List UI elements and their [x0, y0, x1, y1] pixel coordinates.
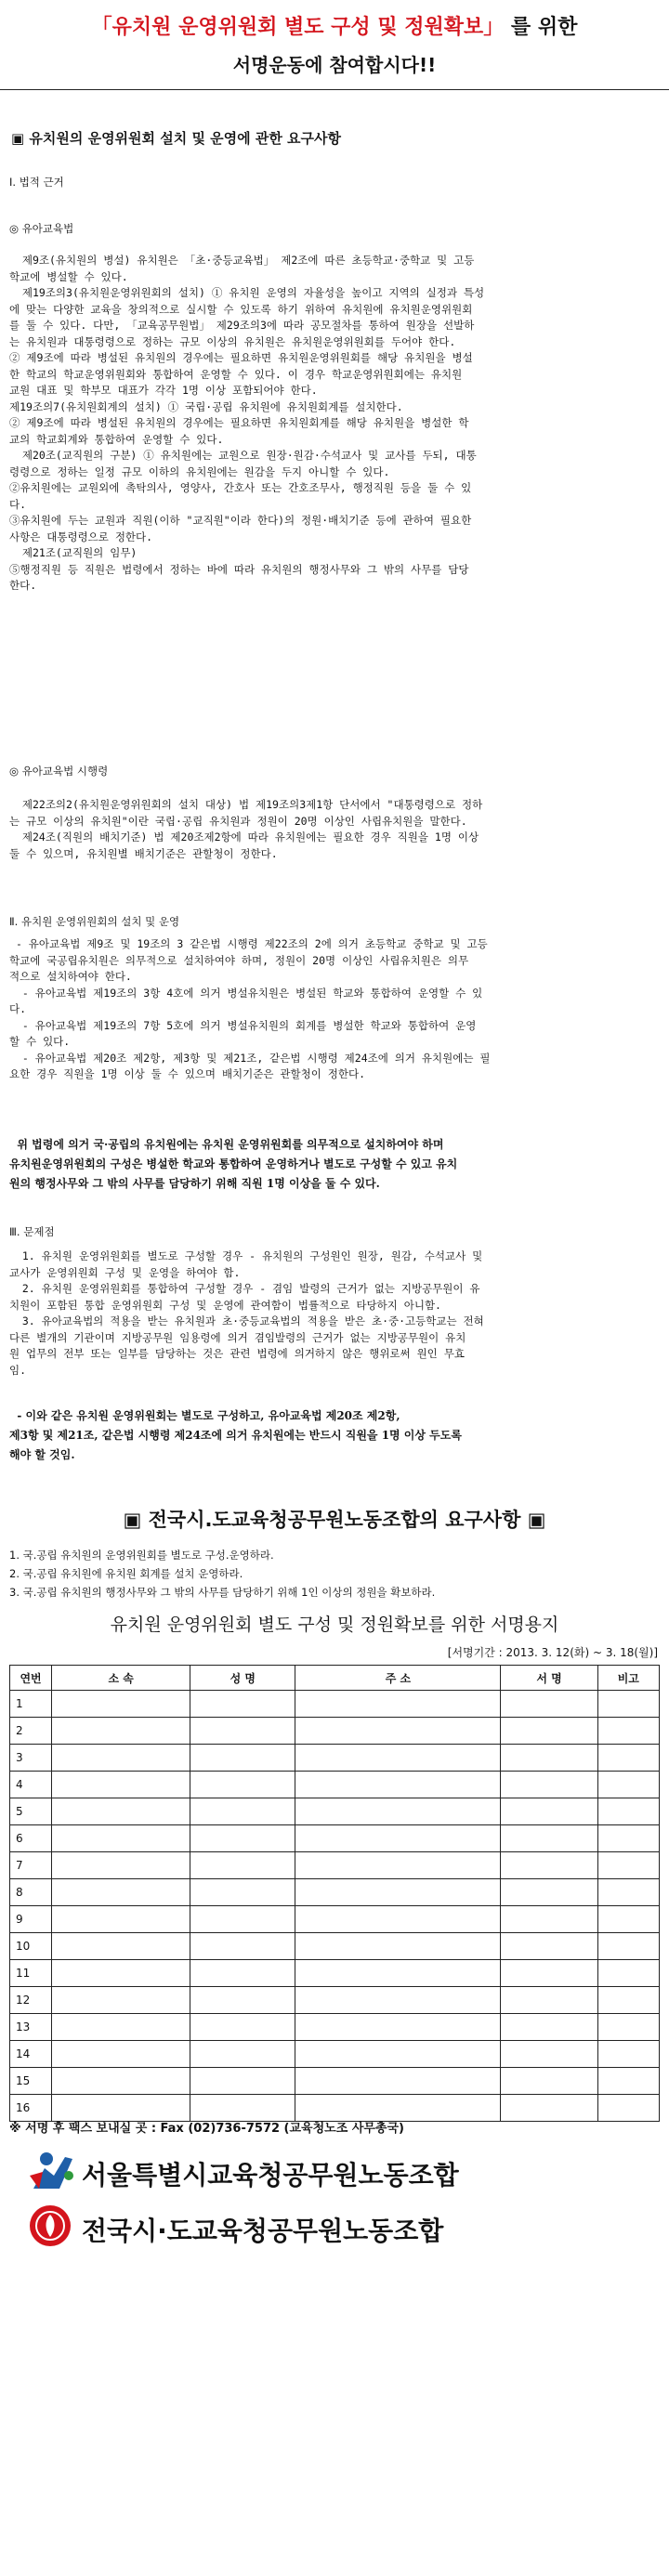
blank-cell — [52, 2068, 190, 2095]
law-body-early-education-act: 제9조(유치원의 병설) 유치원은 「초·중등교육법」 제2조에 따른 초등학교·중학교 및 고등 학교에 병설할 수 있다. 제19조의3(유치원운영위원회의 설치) ① 유치원 운영의 자율성을 높이고 지역의 실정과 특성 에 맞는 다양한 교육을 창의적으로 실시할 수 있도록 하기 위하여 유치원에 유치원운영위원회 를 둘 수 있다. 다만, 「교육공무원법」 제29조의3에 따라 공모절차를 통하여 원장을 선발하 는 유치원과 대통령령으로 정하는 규모 이상의 유치원은 유치원운영위원회를 두어야 한다. ② 제9조에 따라 병설된 유치원의 경우에는 필요하면 유치원운영위원회를 해당 유치원을 병설 한 학교의 학교운영위원회와 통합하여 운영할 수 있다. 이 경우 학교운영위원회에는 유치원 교원 대표 및 학부모 대표가 각각 1명 이상 포함되어야 한다. 제19조의7(유치원회계의 설치) ① 국립·공립 유치원에 유치원회계를 설치한다. ② 제9조에 따라 병설된 유치원의 경우에는 필요하면 유치원회계를 해당 유치원을 병설한 학 교의 학교회계와 통합하여 운영할 수 있다. 제20조(교직원의 구분) ① 유치원에는 교원으로 원장·원감·수석교사 및 교사를 두되, 대통 령령으로 정하는 일정 규모 이하의 유치원에는 원감을 두지 아니할 수 있다. ②유치원에는 교원외에 촉탁의사, 영양사, 간호사 또는 간호조무사, 행정직원 등을 둘 수 있 다. ③유치원에 두는 교원과 직원(이하 "교직원"이라 한다)의 정원·배치기준 등에 관하여 필요한 사항은 대통령령으로 정한다. 제21조(교직원의 임무) ⑤행정직원 등 직원은 법령에서 정하는 바에 따라 유치원의 행정사무와 그 밖의 사무를 담당 한다. — [9, 254, 485, 592]
union-emblem-icon — [28, 2148, 76, 2192]
blank-cell — [597, 1879, 659, 1906]
blank-cell — [501, 1933, 597, 1960]
blank-cell — [501, 1879, 597, 1906]
blank-cell — [190, 1879, 295, 1906]
row-number: 8 — [10, 1879, 52, 1906]
blank-cell — [52, 1772, 190, 1798]
page-title-highlight: 「유치원 운영위원회 별도 구성 및 정원확보」 — [91, 16, 505, 39]
blank-cell — [501, 1960, 597, 1987]
row-number: 1 — [10, 1691, 52, 1718]
national-union-logo — [28, 2203, 660, 2259]
blank-cell — [597, 1906, 659, 1933]
table-row — [10, 1798, 660, 1825]
blank-cell — [597, 1718, 659, 1745]
divider — [0, 89, 669, 90]
signature-table — [9, 1665, 660, 2122]
blank-cell — [52, 1987, 190, 2014]
blank-cell — [190, 2041, 295, 2068]
blank-cell — [501, 1745, 597, 1772]
blank-cell — [501, 1718, 597, 1745]
subsection-committee-operation: Ⅱ. 유치원 운영위원회의 설치 및 운영 — [9, 915, 180, 928]
blank-cell — [295, 1825, 501, 1852]
row-number: 2 — [10, 1718, 52, 1745]
blank-cell — [295, 1933, 501, 1960]
blank-cell — [295, 2068, 501, 2095]
committee-operation-body: - 유아교육법 제9조 및 19조의 3 같은법 시행령 제22조의 2에 의거 초등학교 중학교 및 고등 학교에 국공립유치원은 의무적으로 설치하여야 하며, 정원이 20명 이상인 사립유치원은 의무 적으로 설치하여야 한다. - 유아교육법 제19조의 3항 4호에 의거 병설유치원은 병설된 학교와 통합하여 운영할 수 있 다. - 유아교육법 제19조의 7항 5호에 의거 병설유치원의 회계를 병설한 학교와 통합하여 운영 할 수 있다. - 유아교육법 제20조 제2항, 제3항 및 제21조, 같은법 시행령 제24조에 의거 유치원에는 필 요한 경우 직원을 1명 이상 둘 수 있으며 배치기준은 관할청이 정한다. — [9, 937, 491, 1080]
blank-cell — [295, 1691, 501, 1718]
bold-conclusion: - 이와 같은 유치원 운영위원회는 별도로 구성하고, 유아교육법 제20조 제2항, 제3항 및 제21조, 같은법 시행령 제24조에 의거 유치원에는 반드시 직원을 1명 이상 두도록 해야 할 것임. — [9, 1409, 462, 1461]
blank-cell — [501, 1691, 597, 1718]
blank-cell — [190, 1691, 295, 1718]
blank-cell — [501, 1772, 597, 1798]
national-union-name: 전국시·도교육청공무원노동조합 — [82, 2216, 444, 2246]
bold-note: 위 법령에 의거 국·공립의 유치원에는 유치원 운영위원회를 의무적으로 설치하여야 하며 유치원운영위원회의 구성은 병설한 학교와 통합하여 운영하거나 별도로 구성할 수 있고 유치 원의 행정사무와 그 밖의 사무를 담당하기 위해 직원 1명 이상을 둘 수 있다. — [9, 1138, 458, 1190]
row-number: 7 — [10, 1852, 52, 1879]
blank-cell — [190, 2014, 295, 2041]
blank-cell — [52, 1906, 190, 1933]
table-row — [10, 1852, 660, 1879]
blank-cell — [295, 1906, 501, 1933]
column-header: 서 명 — [501, 1666, 597, 1691]
row-number: 9 — [10, 1906, 52, 1933]
blank-cell — [597, 1798, 659, 1825]
signature-sheet-title: 유치원 운영위원회 별도 구성 및 정원확보를 위한 서명용지 — [110, 1615, 559, 1635]
blank-cell — [190, 1825, 295, 1852]
row-number: 10 — [10, 1933, 52, 1960]
table-row — [10, 1879, 660, 1906]
subsection-legal-basis: Ⅰ. 법적 근거 — [9, 176, 64, 189]
blank-cell — [190, 1772, 295, 1798]
blank-cell — [52, 1933, 190, 1960]
table-row — [10, 2068, 660, 2095]
blank-cell — [597, 1745, 659, 1772]
blank-cell — [190, 1906, 295, 1933]
blank-cell — [501, 2041, 597, 2068]
blank-cell — [295, 1772, 501, 1798]
row-number: 12 — [10, 1987, 52, 2014]
blank-cell — [52, 1825, 190, 1852]
list-item: 1. 국.공립 유치원의 운영위원회를 별도로 구성.운영하라. — [9, 1549, 274, 1562]
subsection-problems: Ⅲ. 문제점 — [9, 1225, 55, 1238]
blank-cell — [597, 1987, 659, 2014]
blank-cell — [190, 1960, 295, 1987]
section-heading: ▣ 유치원의 운영위원회 설치 및 운영에 관한 요구사항 — [11, 130, 342, 147]
blank-cell — [597, 1772, 659, 1798]
blank-cell — [295, 2014, 501, 2041]
blank-cell — [501, 1798, 597, 1825]
table-row — [10, 1772, 660, 1798]
blank-cell — [295, 1745, 501, 1772]
blank-cell — [295, 1718, 501, 1745]
page-subtitle: 서명운동에 참여합시다!! — [232, 54, 437, 76]
table-row — [10, 2041, 660, 2068]
blank-cell — [295, 1879, 501, 1906]
blank-cell — [597, 2095, 659, 2122]
row-number: 14 — [10, 2041, 52, 2068]
blank-cell — [501, 1906, 597, 1933]
column-header: 성 명 — [190, 1666, 295, 1691]
page-title — [0, 11, 669, 40]
table-row — [10, 1718, 660, 1745]
law-body-enforcement-decree: 제22조의2(유치원운영위원회의 설치 대상) 법 제19조의3제1항 단서에서 "대통령령으로 정하 는 규모 이상의 유치원"이란 국립·공립 유치원과 정원이 20명 이상인 사립유치원을 말한다. 제24조(직원의 배치기준) 법 제20조제2항에 따라 유치원에는 필요한 경우 직원을 1명 이상 둘 수 있으며, 유치원별 배치기준은 관할청이 정한다. — [9, 798, 483, 860]
table-row — [10, 1933, 660, 1960]
blank-cell — [501, 2014, 597, 2041]
blank-cell — [52, 1852, 190, 1879]
blank-cell — [52, 1879, 190, 1906]
blank-cell — [295, 1960, 501, 1987]
table-row — [10, 1987, 660, 2014]
blank-cell — [597, 1852, 659, 1879]
table-row — [10, 1960, 660, 1987]
blank-cell — [501, 2068, 597, 2095]
blank-cell — [295, 1798, 501, 1825]
blank-cell — [190, 1718, 295, 1745]
table-row — [10, 1906, 660, 1933]
blank-cell — [501, 1852, 597, 1879]
blank-cell — [190, 1933, 295, 1960]
blank-cell — [52, 1960, 190, 1987]
blank-cell — [295, 2041, 501, 2068]
row-number: 6 — [10, 1825, 52, 1852]
blank-cell — [295, 1987, 501, 2014]
seoul-union-logo — [28, 2148, 660, 2203]
blank-cell — [190, 1745, 295, 1772]
row-number: 4 — [10, 1772, 52, 1798]
blank-cell — [190, 1798, 295, 1825]
row-number: 11 — [10, 1960, 52, 1987]
blank-cell — [501, 1825, 597, 1852]
signature-period: [서명기간 : 2013. 3. 12(화) ~ 3. 18(월)] — [447, 1646, 658, 1659]
blank-cell — [597, 1960, 659, 1987]
column-header: 주 소 — [295, 1666, 501, 1691]
blank-cell — [597, 1825, 659, 1852]
row-number: 13 — [10, 2014, 52, 2041]
row-number: 3 — [10, 1745, 52, 1772]
blank-cell — [597, 2041, 659, 2068]
column-header: 소 속 — [52, 1666, 190, 1691]
column-header: 비고 — [597, 1666, 659, 1691]
blank-cell — [190, 1987, 295, 2014]
blank-cell — [501, 1987, 597, 2014]
blank-cell — [52, 2014, 190, 2041]
blank-cell — [52, 1798, 190, 1825]
row-number: 16 — [10, 2095, 52, 2122]
blank-cell — [52, 1718, 190, 1745]
table-row — [10, 1745, 660, 1772]
list-item: 2. 국.공립 유치원에 유치원 회계를 설치 운영하라. — [9, 1567, 243, 1580]
table-row — [10, 1691, 660, 1718]
blank-cell — [52, 2041, 190, 2068]
union-seal-icon — [28, 2203, 72, 2248]
blank-cell — [597, 2014, 659, 2041]
blank-cell — [597, 1933, 659, 1960]
row-number: 5 — [10, 1798, 52, 1825]
law-title-early-education-act: ◎ 유아교육법 — [9, 222, 74, 235]
blank-cell — [52, 1745, 190, 1772]
problems-body: 1. 유치원 운영위원회를 별도로 구성할 경우 - 유치원의 구성원인 원장, 원감, 수석교사 및 교사가 운영위원회 구성 및 운영을 하여야 함. 2. 유치원 운영위원회를 통합하여 구성할 경우 - 겸임 발령의 근거가 없는 지방공무원이 유 치원이 포함된 통합 운영위원회 구성 및 운영에 관여함이 법률적으로 타당하지 아니함. 3. 유아교육법의 적용을 받는 유치원과 초·중등교육법의 적용을 받은 초·중·고등학교는 전혀 다른 별개의 기관이며 지방공무원 임용령에 의거 겸임발령의 근거가 없는 지방공무원이 유치 원 업무의 전부 또는 일부를 담당하는 것은 관련 법령에 의거하지 않은 행위로써 원인 무효 임. — [9, 1249, 484, 1377]
row-number: 15 — [10, 2068, 52, 2095]
page-title-suffix: 를 위한 — [510, 16, 578, 39]
law-title-enforcement-decree: ◎ 유아교육법 시행령 — [9, 765, 109, 778]
union-demands-heading: ▣ 전국시.도교육청공무원노동조합의 요구사항 ▣ — [123, 1509, 546, 1531]
blank-cell — [501, 2095, 597, 2122]
table-header-row — [10, 1666, 660, 1691]
seoul-union-name: 서울특별시교육청공무원노동조합 — [82, 2160, 459, 2190]
blank-cell — [597, 2068, 659, 2095]
blank-cell — [190, 1852, 295, 1879]
union-demands-list — [9, 1546, 660, 1602]
table-row — [10, 2014, 660, 2041]
table-row — [10, 1825, 660, 1852]
blank-cell — [52, 1691, 190, 1718]
blank-cell — [295, 1852, 501, 1879]
column-header: 연번 — [10, 1666, 52, 1691]
fax-note: ※ 서명 후 팩스 보내실 곳 : Fax (02)736-7572 (교육청노조 사무총국) — [9, 2122, 404, 2136]
blank-cell — [597, 1691, 659, 1718]
list-item: 3. 국.공립 유치원의 행정사무와 그 밖의 사무를 담당하기 위해 1인 이상의 정원을 확보하라. — [9, 1586, 436, 1599]
blank-cell — [190, 2068, 295, 2095]
